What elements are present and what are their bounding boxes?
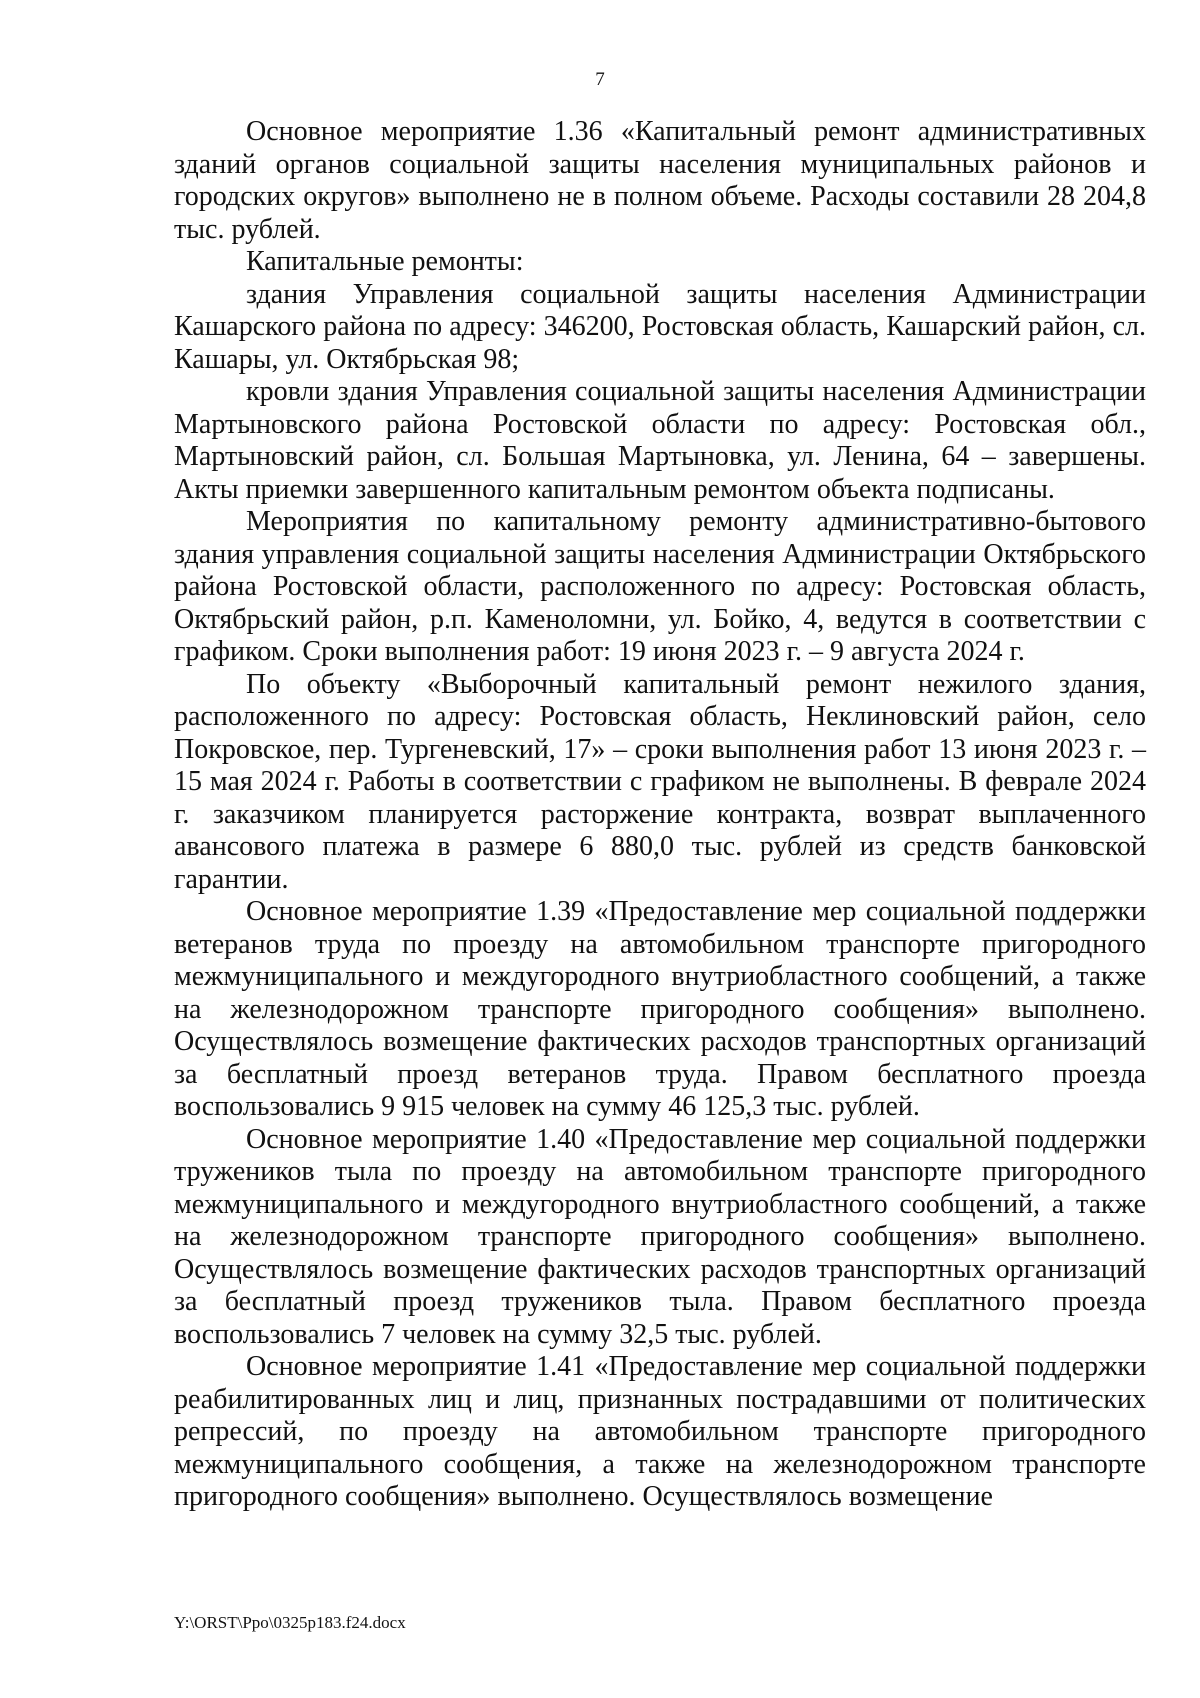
- page-number: 7: [595, 69, 605, 90]
- paragraph-measure-1-40: Основное мероприятие 1.40 «Предоставление мер социальной поддержки тружеников тыла по проезду на автомобильном транспорте пригородного межмуниципального и междугородного внутриобластного сообщений, а также на железнодорожном транспорте пригородного сообщения» выполнено. Осуществлялось возмещение фактических расходов транспортных организаций за бесплатный проезд тружеников тыла. Правом бесплатного проезда воспользовались 7 человек на сумму 32,5 тыс. рублей.: [174, 1123, 1146, 1350]
- paragraph-measure-1-39: Основное мероприятие 1.39 «Предоставление мер социальной поддержки ветеранов труда по проезду на автомобильном транспорте пригородного межмуниципального и междугородного внутриобластного сообщений, а также на железнодорожном транспорте пригородного сообщения» выполнено. Осуществлялось возмещение фактических расходов транспортных организаций за бесплатный проезд ветеранов труда. Правом бесплатного проезда воспользовались 9 915 человек на сумму 46 125,3 тыс. рублей.: [174, 896, 1146, 1122]
- paragraph-neklinovsky-object: По объекту «Выборочный капитальный ремонт нежилого здания, расположенного по адресу: Ростовская область, Неклиновский район, село Покровское, пер. Тургеневский, 17» – сроки выполнения работ 13 июня 2023 г. – 15 мая 2024 г. Работы в соответствии с графиком не выполнены. В феврале 2024 г. заказчиком планируется расторжение контракта, возврат выплаченного авансового платежа в размере 6 880,0 тыс. рублей из средств банковской гарантии.: [174, 668, 1146, 895]
- paragraph-capital-repairs-heading: Капитальные ремонты:: [246, 246, 524, 277]
- document-body: [174, 116, 1146, 1514]
- paragraph-measure-1-41: Основное мероприятие 1.41 «Предоставление мер социальной поддержки реабилитированных лиц и лиц, признанных пострадавшими от политических репрессий, по проезду на автомобильном транспорте пригородного межмуниципального сообщения, а также на железнодорожном транспорте пригородного сообщения» выполнено. Осуществлялось возмещение: [174, 1351, 1146, 1512]
- paragraph-martynovka-roof: кровли здания Управления социальной защиты населения Администрации Мартыновского района Ростовской области по адресу: Ростовская обл., Мартыновский район, сл. Большая Мартыновка, ул. Ленина, 64 – завершены. Акты приемки завершенного капитальным ремонтом объекта подписаны.: [174, 376, 1146, 505]
- paragraph-kashary-building: здания Управления социальной защиты населения Администрации Кашарского района по адресу: 346200, Ростовская область, Кашарский район, сл. Кашары, ул. Октябрьская 98;: [174, 278, 1146, 375]
- paragraph-oktyabrsky-building: Мероприятия по капитальному ремонту административно-бытового здания управления социальной защиты населения Администрации Октябрьского района Ростовской области, расположенного по адресу: Ростовская область, Октябрьский район, р.п. Каменоломни, ул. Бойко, 4, ведутся в соответствии с графиком. Сроки выполнения работ: 19 июня 2023 г. – 9 августа 2024 г.: [174, 506, 1146, 667]
- paragraph-measure-1-36: Основное мероприятие 1.36 «Капитальный ремонт административных зданий органов социальной защиты населения муниципальных районов и городских округов» выполнено не в полном объеме. Расходы составили 28 204,8 тыс. рублей.: [174, 116, 1146, 245]
- footer-file-path: Y:\ORST\Рро\0325p183.f24.docx: [174, 1613, 406, 1632]
